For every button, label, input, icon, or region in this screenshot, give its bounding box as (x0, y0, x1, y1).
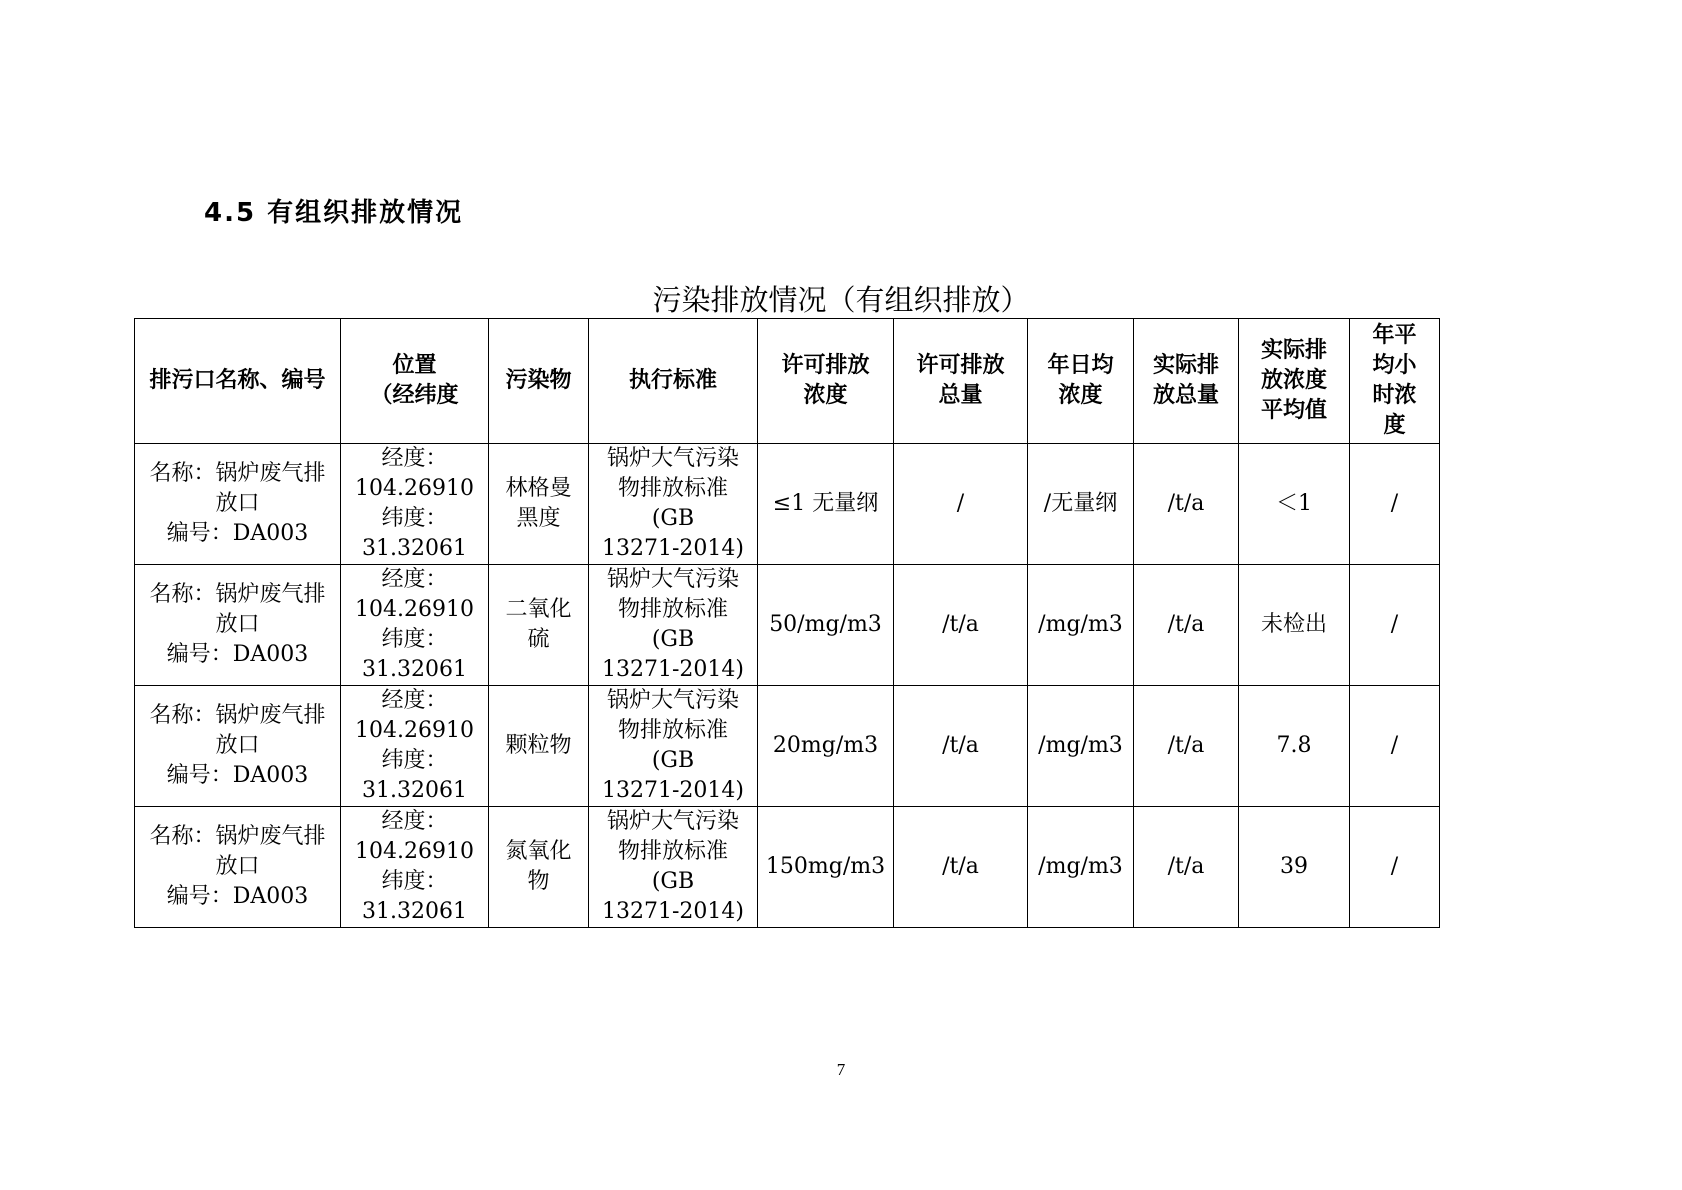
cell-line: 物排放标准 (617, 476, 728, 501)
cell-standard (589, 807, 758, 928)
cell-pollutant (489, 444, 589, 565)
col-header-location (341, 319, 489, 444)
table-row (135, 565, 1440, 686)
cell-line: 锅炉大气污染 (606, 688, 739, 713)
cell-line: 104.26910 (355, 718, 474, 743)
cell-line: (GB (651, 506, 695, 531)
header-line: 污染物 (505, 368, 572, 393)
cell-line: 31.32061 (362, 536, 467, 561)
header-line: 放浓度 (1260, 368, 1327, 393)
cell-line: (GB (651, 869, 695, 894)
header-line: 排污口名称、编号 (149, 368, 326, 393)
cell-line: 31.32061 (362, 899, 467, 924)
cell-line: 硫 (527, 627, 550, 652)
header-line: 总量 (938, 383, 983, 408)
col-header-actual-total (1134, 319, 1239, 444)
cell-line: 黑度 (516, 506, 561, 531)
cell-line: 13271-2014) (602, 778, 744, 803)
cell-line: 锅炉大气污染 (606, 567, 739, 592)
cell-line: 二氧化 (505, 597, 572, 622)
cell-line: 物排放标准 (617, 718, 728, 743)
page-number: 7 (836, 1060, 846, 1079)
cell-location (341, 444, 489, 565)
cell-line: 纬度： (381, 627, 448, 652)
col-header-annual-hourly-conc (1350, 319, 1440, 444)
header-line: 实际排 (1260, 338, 1327, 363)
cell-actual-avg-conc: ＜1 (1239, 444, 1350, 565)
cell-line: 13271-2014) (602, 899, 744, 924)
table-title: 污染排放情况（有组织排放） (652, 283, 1030, 317)
cell-line: 放口 (215, 733, 260, 758)
cell-line: 锅炉大气污染 (606, 446, 739, 471)
cell-line: 锅炉大气污染 (606, 809, 739, 834)
cell-line: 物排放标准 (617, 597, 728, 622)
cell-location (341, 565, 489, 686)
cell-line: 名称：锅炉废气排 (149, 824, 326, 849)
cell-permit-conc: 50/mg/m3 (758, 565, 894, 686)
col-header-pollutant (489, 319, 589, 444)
cell-line: 名称：锅炉废气排 (149, 703, 326, 728)
cell-line: 放口 (215, 491, 260, 516)
header-line: 浓度 (803, 383, 848, 408)
cell-pollutant (489, 807, 589, 928)
cell-line: 物 (527, 869, 550, 894)
table-row (135, 807, 1440, 928)
cell-actual-total: /t/a (1134, 565, 1239, 686)
header-line: 浓度 (1058, 383, 1103, 408)
cell-permit-conc: 150mg/m3 (758, 807, 894, 928)
cell-line: 编号：DA003 (166, 884, 309, 909)
cell-outlet (135, 807, 341, 928)
header-line: 许可排放 (916, 353, 1005, 378)
cell-location (341, 686, 489, 807)
cell-annual-hourly-conc: / (1350, 444, 1440, 565)
cell-permit-conc: ≤1 无量纲 (758, 444, 894, 565)
cell-permit-total: /t/a (894, 807, 1028, 928)
cell-outlet (135, 686, 341, 807)
cell-standard (589, 444, 758, 565)
cell-annual-hourly-conc: / (1350, 807, 1440, 928)
cell-line: 纬度： (381, 748, 448, 773)
cell-line: 104.26910 (355, 839, 474, 864)
header-line: 时浓 (1372, 383, 1417, 408)
emissions-table (134, 318, 1440, 928)
cell-line: 编号：DA003 (166, 642, 309, 667)
cell-line: 13271-2014) (602, 536, 744, 561)
cell-actual-total: /t/a (1134, 444, 1239, 565)
cell-annual-hourly-conc: / (1350, 686, 1440, 807)
cell-line: 林格曼 (505, 476, 572, 501)
cell-pollutant (489, 686, 589, 807)
header-line: 执行标准 (628, 368, 717, 393)
cell-line: 经度： (381, 688, 448, 713)
cell-actual-avg-conc: 39 (1239, 807, 1350, 928)
header-line: 实际排 (1152, 353, 1219, 378)
col-header-permit-total (894, 319, 1028, 444)
col-header-outlet (135, 319, 341, 444)
cell-outlet (135, 565, 341, 686)
cell-line: 颗粒物 (505, 733, 572, 758)
cell-standard (589, 565, 758, 686)
cell-outlet (135, 444, 341, 565)
header-line: 许可排放 (781, 353, 870, 378)
cell-line: 名称：锅炉废气排 (149, 582, 326, 607)
cell-permit-total: / (894, 444, 1028, 565)
cell-line: 名称：锅炉废气排 (149, 461, 326, 486)
cell-annual-daily-conc: /mg/m3 (1028, 807, 1134, 928)
cell-line: 纬度： (381, 506, 448, 531)
cell-actual-total: /t/a (1134, 807, 1239, 928)
cell-line: 104.26910 (355, 597, 474, 622)
cell-line: 放口 (215, 854, 260, 879)
cell-line: 经度： (381, 567, 448, 592)
cell-annual-daily-conc: /mg/m3 (1028, 686, 1134, 807)
cell-line: 放口 (215, 612, 260, 637)
cell-line: (GB (651, 748, 695, 773)
cell-line: 纬度： (381, 869, 448, 894)
cell-permit-total: /t/a (894, 686, 1028, 807)
table-row (135, 686, 1440, 807)
cell-annual-hourly-conc: / (1350, 565, 1440, 686)
cell-line: 氮氧化 (505, 839, 572, 864)
header-line: （经纬度 (370, 383, 459, 408)
col-header-permit-conc (758, 319, 894, 444)
section-heading: 4.5 有组织排放情况 (204, 198, 464, 228)
cell-line: 31.32061 (362, 657, 467, 682)
header-row (135, 319, 1440, 444)
cell-actual-total: /t/a (1134, 686, 1239, 807)
cell-line: 经度： (381, 446, 448, 471)
cell-actual-avg-conc: 未检出 (1239, 565, 1350, 686)
cell-annual-daily-conc: /无量纲 (1028, 444, 1134, 565)
col-header-annual-daily-conc (1028, 319, 1134, 444)
cell-line: 编号：DA003 (166, 763, 309, 788)
header-line: 度 (1383, 413, 1406, 438)
cell-line: 104.26910 (355, 476, 474, 501)
header-line: 均小 (1372, 353, 1417, 378)
cell-permit-conc: 20mg/m3 (758, 686, 894, 807)
header-line: 年平 (1372, 323, 1417, 348)
col-header-standard (589, 319, 758, 444)
col-header-actual-avg-conc (1239, 319, 1350, 444)
table-row (135, 444, 1440, 565)
cell-annual-daily-conc: /mg/m3 (1028, 565, 1134, 686)
cell-permit-total: /t/a (894, 565, 1028, 686)
header-line: 平均值 (1260, 398, 1327, 423)
cell-line: 13271-2014) (602, 657, 744, 682)
cell-standard (589, 686, 758, 807)
cell-line: (GB (651, 627, 695, 652)
cell-line: 31.32061 (362, 778, 467, 803)
cell-pollutant (489, 565, 589, 686)
header-line: 放总量 (1152, 383, 1219, 408)
header-line: 年日均 (1047, 353, 1114, 378)
cell-line: 经度： (381, 809, 448, 834)
header-line: 位置 (392, 353, 437, 378)
cell-line: 物排放标准 (617, 839, 728, 864)
cell-line: 编号：DA003 (166, 521, 309, 546)
cell-location (341, 807, 489, 928)
cell-actual-avg-conc: 7.8 (1239, 686, 1350, 807)
